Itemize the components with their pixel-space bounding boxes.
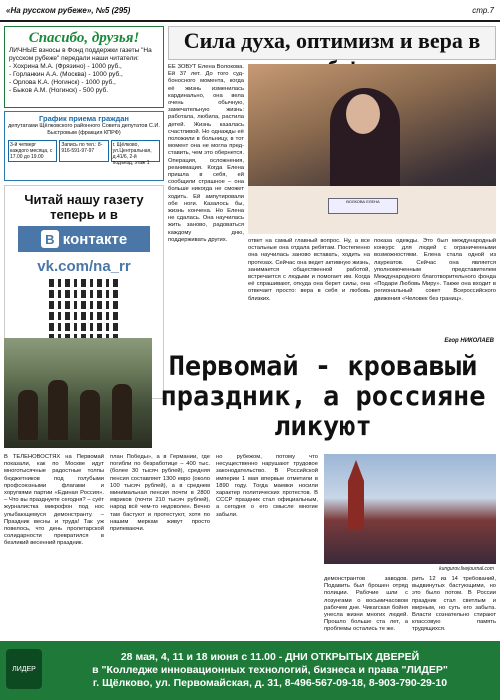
vk-url[interactable]: vk.com/na_rr	[37, 258, 131, 275]
thanks-intro: ЛИЧНЫЕ взносы в Фонд поддержки газеты "На русском рубеже" передали наши читатели:	[9, 47, 152, 62]
page-header	[0, 0, 500, 22]
article-1-col: ответ на самый главный вопрос. Ну, а все остальные она отдала ребятам. Постепенно она научилась заново вставать, ходить на протезах. Сейчас она ведет активную жизнь, занимается общественной работой, встречается с людьми и помогает им. Когда её спрашивают, откуда она берет силы, она отвечает просто: вера в себя и любовь близких.	[248, 238, 370, 302]
thanks-box	[4, 26, 164, 108]
photo-figure	[48, 380, 68, 440]
article-2-photo	[4, 338, 152, 448]
article-1-author: Егор НИКОЛАЕВ	[444, 338, 494, 344]
photo-face	[346, 94, 380, 134]
name-plate: ВОЛКОВА ЕЛЕНА	[328, 198, 398, 214]
article-2-col: план Победы», а в Германии, где погибли по безработице – 400 тыс. (более 30 тысяч рублей), средняя пенсия составляет 1300 евро (около 100 тысяч рублей), а в среднем минимальная пенсия почти в 2800 евриков (почти 210 тысяч рублей), народ всё чем-то недоволен. Вечно там бастуют и протестуют, хотя по нашим меркам живут просто припеваючи.	[110, 454, 210, 533]
article-2	[4, 454, 496, 640]
donor-item: - Горланкин А.А. (Москва) - 1000 руб.,	[9, 71, 123, 78]
donor-item: - Хохрина М.А. (Фрязино) - 1000 руб.,	[9, 63, 122, 70]
page-number: стр.7	[472, 5, 494, 15]
article-1-col: ЕЁ ЗОВУТ Елена Волокова. Ей 37 лет. До того судбоносного момента, когда её жизнь изменилась кардинально, она вела очень обычную, замечательную жизнь: работала, любила, растила детей. Жизнь казалась счастливой. Но однажды её положили в больницу, в тот момент она не могла представить, чем это обернется. Операция, осложнения, реанимация. Когда Елена пришла в себя, ей сообщили страшное – она больше никогда не сможет ходить. Ей ампутировали обе ноги. Казалось бы, жизнь кончена. Но Елена не сдалась. Она научилась жить заново, радоваться каждому дню, поддерживать других.	[168, 64, 244, 243]
schedule-cell: 3-й четверг каждого месяца, с 17.00 до 19.00	[8, 140, 57, 162]
thanks-heading: Спасибо, друзья!	[28, 30, 140, 46]
kremlin-tower-icon	[348, 460, 364, 530]
schedule-sub: депутатами Щёлковского районного Совета депутатов С.И. Быстровым (фракция КПРФ)	[8, 123, 160, 136]
footer-line: г. Щёлково, ул. Первомайская, д. 31, 8-496-567-09-18, 8-903-790-29-10	[92, 677, 448, 689]
donor-item: - Орлова К.А. (Ногинск) - 1000 руб.,	[9, 79, 116, 86]
schedule-cell: г. Щёлково, ул.Центральная, д.41/6, 2-й подъезд, этаж 1	[111, 140, 160, 162]
schedule-row	[8, 140, 160, 166]
article-2-col: В ТЕЛЕНОВОСТЯХ на Первомай показали, как по Москве идут многотысячные радостные толпы бюджетников под голубыми профсоюзными флагами и хоругвями партии «Единая Россия». – Что вы празднуете сегодня? – суёт журналистка микрофон под нос улыбающемуся демонстранту. – Праздник весны и труда! Так уж повелось, что день пролетарской солидарности превратился в безликий весенний праздник.	[4, 454, 104, 547]
lider-logo: ЛИДЕР	[6, 649, 42, 689]
article-2-headline: Первомай - кровавый праздник, а россияне ликуют	[160, 351, 486, 442]
article-2-col: рить 12 из 14 требований, выдвинутых бастующими, но это было потом. В России праздник стал светлым и мирным, но суть его забыта. Власти сознательно стирают классовую память трудящихся.	[412, 576, 496, 633]
newspaper-issue: «На русском рубеже», №5 (295)	[6, 5, 131, 15]
schedule-box	[4, 111, 164, 181]
schedule-heading: График приема граждан	[39, 114, 129, 123]
footer-text	[40, 651, 500, 690]
article-1	[168, 26, 496, 348]
article-1-headline: Сила духа, оптимизм и вера в	[168, 26, 496, 60]
article-1-col: показа одежды. Это был международный конкурс для людей с ограниченными возможностями. Елена стала одной из лауреатов. Сейчас она является уполномоченным представителем Международного благотворительного фонда «Подари Любовь Миру». Также она входит в региональный совет Всероссийского движения «Человек без границ».	[374, 238, 496, 302]
kremlin-photo	[324, 454, 496, 564]
schedule-cell: Запись по тел.: 8-916-591-97-97	[59, 140, 108, 162]
vk-read-text: Читай нашу газету теперь и в	[24, 192, 144, 222]
photo-figure	[112, 384, 132, 440]
article-1-photo	[248, 64, 496, 234]
vk-logo	[18, 226, 150, 252]
footer-ad	[0, 641, 500, 700]
donor-item: - Быков А.М. (Ногинск) - 500 руб.	[9, 87, 109, 94]
vk-logo-text: контакте	[62, 230, 128, 248]
photo-caption: kungurov.livejournal.com	[439, 566, 494, 572]
article-2-col: но рубежом, потому что несущественно нарушают трудовое законодательство. В Российской империи 1 мая впервые отметили в 1890 году. Тогда маевки носили характер политических протестов. В СССР праздник стал официальным, а сегодня о его смысле многие забыли.	[216, 454, 318, 518]
photo-figure	[80, 390, 100, 440]
footer-line: в "Колледже инновационных технологий, бизнеса и права "ЛИДЕР"	[92, 664, 448, 676]
footer-line: 28 мая, 4, 11 и 18 июня с 11.00 - ДНИ ОТКРЫТЫХ ДВЕРЕЙ	[120, 651, 420, 663]
vk-icon: B	[41, 230, 59, 248]
photo-figure	[18, 390, 38, 440]
article-2-col: демонстрантов заводов. Подавить был брошен отряд полиции. Рабочие шли с лозунгами о восьмичасовом рабочем дне. Чикагская бойня унесла жизни многих людей. Прошло больше ста лет, а проблемы остались те же.	[324, 576, 408, 633]
